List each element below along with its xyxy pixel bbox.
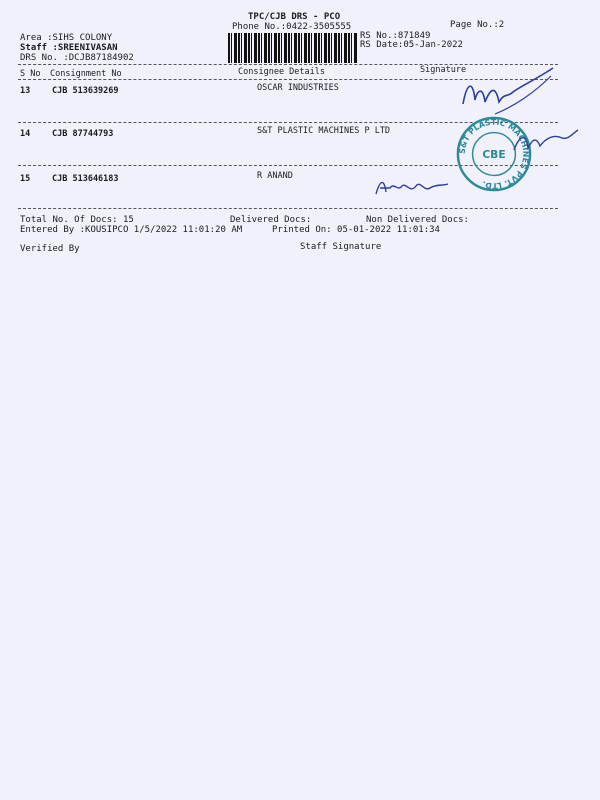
non-delivered-docs: Non Delivered Docs: <box>366 215 469 225</box>
staff-label: Staff :SREENIVASAN <box>20 43 118 53</box>
entered-by: Entered By :KOUSIPCO 1/5/2022 11:01:20 AM <box>20 225 243 235</box>
row-sno: 14 <box>20 129 31 139</box>
drs-number: DRS No. :DCJB87184902 <box>20 53 134 63</box>
signature-row-13 <box>455 62 560 122</box>
delivered-docs: Delivered Docs: <box>230 215 312 225</box>
staff-signature: Staff Signature <box>300 242 382 252</box>
row-consignee: R ANAND <box>257 171 293 181</box>
rs-date: RS Date:05-Jan-2022 <box>360 40 463 50</box>
row-divider <box>18 208 558 209</box>
row-sno: 13 <box>20 86 31 96</box>
area-label: Area :SIHS COLONY <box>20 33 113 43</box>
barcode-image <box>228 33 358 63</box>
row-consignee: S&T PLASTIC MACHINES P LTD <box>257 126 391 136</box>
col-sno: S No <box>20 69 41 79</box>
col-consignee: Consignee Details <box>238 67 325 77</box>
row-consignee: OSCAR INDUSTRIES <box>257 83 339 93</box>
document-title: TPC/CJB DRS - PCO <box>248 12 341 22</box>
signature-row-14 <box>510 120 580 160</box>
row-consignment: CJB 87744793 <box>52 129 114 139</box>
row-sno: 15 <box>20 174 31 184</box>
phone-number: Phone No.:0422-3505555 <box>232 22 352 32</box>
svg-text:S&T PLASTIC MACHINES PVT. LTD.: S&T PLASTIC MACHINES PVT. LTD. <box>457 117 531 191</box>
signature-row-15 <box>372 172 452 202</box>
row-consignment: CJB 513639269 <box>52 86 119 96</box>
rs-number: RS No.:871849 <box>360 31 431 41</box>
total-docs: Total No. Of Docs: 15 <box>20 215 134 225</box>
printed-on: Printed On: 05-01-2022 11:01:34 <box>272 225 440 235</box>
verified-by: Verified By <box>20 244 80 254</box>
col-signature: Signature <box>420 65 467 75</box>
col-consignment: Consignment No <box>50 69 122 79</box>
row-consignment: CJB 513646183 <box>52 174 119 184</box>
page-number: Page No.:2 <box>450 20 505 30</box>
svg-text:CBE: CBE <box>482 147 506 161</box>
